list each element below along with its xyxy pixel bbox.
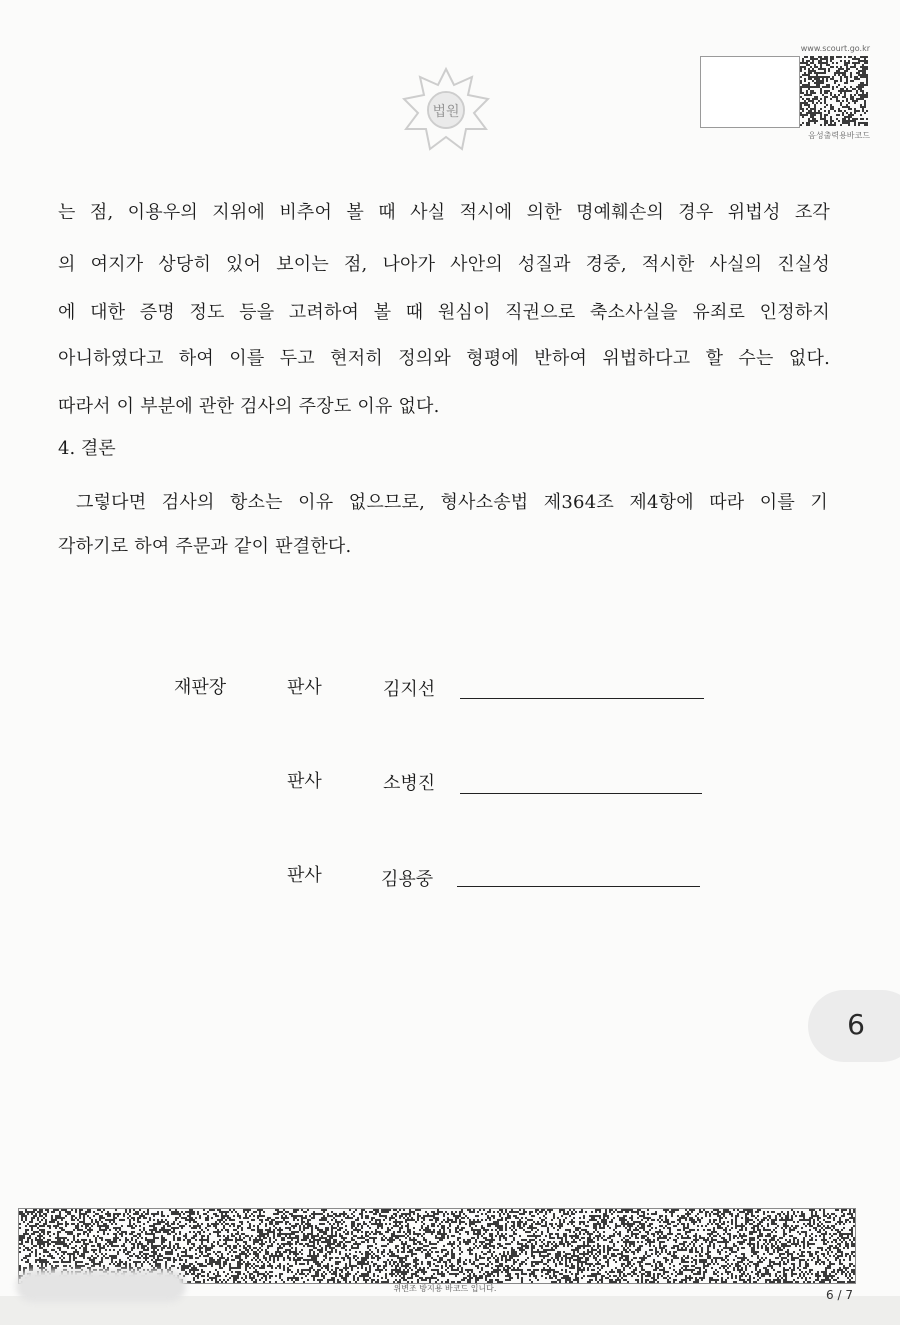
section-heading: 4. 결론 (58, 438, 116, 459)
paragraph-line: 의 여지가 상당히 있어 보이는 점, 나아가 사안의 성질과 경중, 적시한 사실의 진실성 (58, 254, 830, 275)
judge-title: 판사 (287, 677, 322, 698)
paragraph-line: 아니하였다고 하여 이를 두고 현저히 정의와 형평에 반하여 위법하다고 할 수는 없다. (58, 348, 830, 369)
qr-barcode (800, 56, 868, 126)
barcode-footer-caption: 위변조 방지용 바코드 입니다. (393, 1284, 497, 1293)
judge-name: 김지선 (383, 679, 436, 700)
signature-line (457, 886, 700, 887)
paragraph-line: 따라서 이 부분에 관한 검사의 주장도 이유 없다. (58, 396, 440, 417)
paragraph-line: 에 대한 증명 정도 등을 고려하여 볼 때 원심이 직권으로 축소사실을 유죄로 인정하지 (58, 302, 830, 323)
signature-line (460, 793, 702, 794)
barcode-box (700, 56, 800, 128)
barcode-caption: 음성출력용바코드 (808, 131, 870, 140)
paragraph-line: 그렇다면 검사의 항소는 이유 없으므로, 형사소송법 제364조 제4항에 따라 이를 기 (76, 492, 828, 513)
redacted-mark (16, 1270, 186, 1302)
judge-title: 판사 (287, 865, 322, 886)
presiding-judge-label: 재판장 (174, 677, 227, 698)
judge-name: 소병진 (383, 773, 436, 794)
paragraph-line: 각하기로 하여 주문과 같이 판결한다. (58, 536, 352, 557)
paragraph-line: 는 점, 이용우의 지위에 비추어 볼 때 사실 적시에 의한 명예훼손의 경우 위법성 조각 (58, 202, 830, 223)
seal-label: 법원 (432, 104, 460, 120)
court-url: www.scourt.go.kr (800, 44, 870, 53)
signature-line (460, 698, 704, 699)
page-number: 6 (847, 1008, 865, 1041)
page-count: 6 / 7 (826, 1288, 853, 1302)
judge-name: 김용중 (381, 869, 434, 890)
judge-title: 판사 (287, 771, 322, 792)
